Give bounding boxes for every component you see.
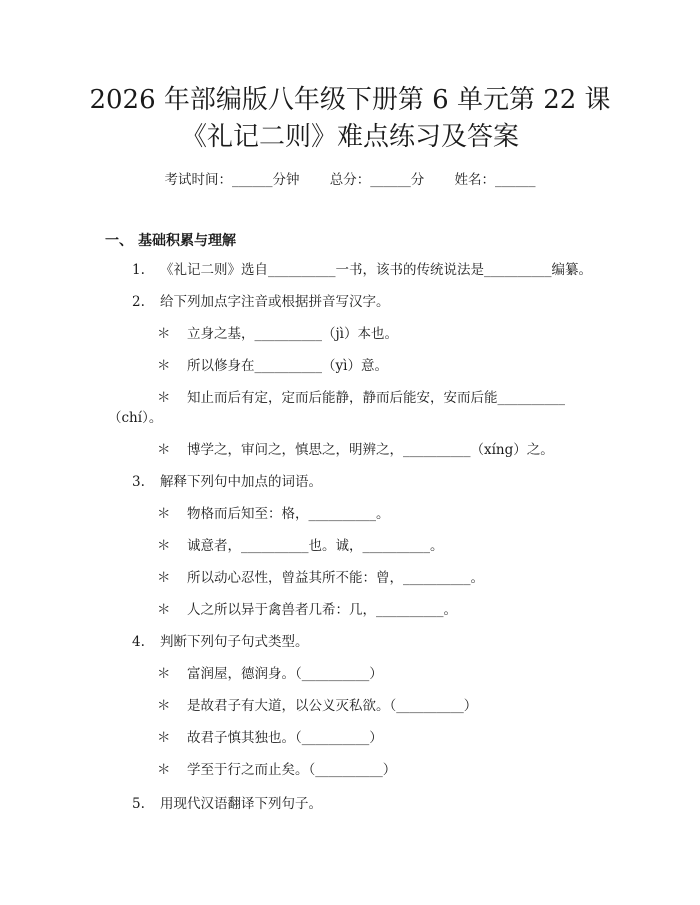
question-2-item-3-continued: （chí）。: [108, 410, 163, 426]
question-2-item-2: 所以修身在__________（yì）意。: [187, 358, 388, 374]
bullet-mark: ＊: [157, 602, 171, 618]
question-2-item-1: 立身之基，__________（jì）本也。: [187, 326, 399, 342]
document-title-line-2: 《礼记二则》难点练习及答案: [180, 122, 519, 152]
question-3-item-2: 诚意者，__________也。诚，__________。: [187, 538, 444, 554]
bullet-mark: ＊: [157, 358, 171, 374]
bullet-mark: ＊: [157, 570, 171, 586]
bullet-mark: ＊: [157, 390, 171, 406]
question-4-item-4: 学至于行之而止矣。（__________）: [187, 762, 397, 778]
section-heading: [105, 230, 236, 250]
bullet-mark: ＊: [157, 506, 171, 522]
question-2-text: 给下列加点字注音或根据拼音写汉字。: [160, 294, 390, 310]
question-number: 3.: [132, 474, 145, 490]
question-number: 4.: [132, 634, 145, 650]
question-3-item-3: 所以动心忍性，曾益其所不能：曾，__________。: [187, 570, 484, 586]
question-5-text: 用现代汉语翻译下列句子。: [160, 796, 322, 812]
bullet-mark: ＊: [157, 442, 171, 458]
bullet-mark: ＊: [157, 730, 171, 746]
student-name-field: 姓名：______: [454, 172, 536, 188]
question-3-item-1: 物格而后知至：格，__________。: [187, 506, 390, 522]
question-3-text: 解释下列句中加点的词语。: [160, 474, 322, 490]
question-3-item-4: 人之所以异于禽兽者几希：几，__________。: [187, 602, 457, 618]
bullet-mark: ＊: [157, 698, 171, 714]
question-4-text: 判断下列句子句式类型。: [160, 634, 309, 650]
question-number: 1.: [132, 262, 145, 278]
total-score-field: 总分：______分: [329, 172, 425, 188]
section-title: 基础积累与理解: [138, 233, 236, 249]
question-4-item-1: 富润屋，德润身。（__________）: [187, 666, 383, 682]
question-1-text: 《礼记二则》选自__________一书，该书的传统说法是__________编纂。: [160, 262, 592, 278]
question-number: 2.: [132, 294, 145, 310]
section-number: 一、: [105, 233, 133, 249]
question-4-item-2: 是故君子有大道，以公义灭私欲。（__________）: [187, 698, 478, 714]
question-4-item-3: 故君子慎其独也。（__________）: [187, 730, 383, 746]
question-2-item-3: 知止而后有定，定而后能静，静而后能安，安而后能__________: [187, 390, 565, 406]
bullet-mark: ＊: [157, 538, 171, 554]
exam-meta-row: [0, 168, 700, 188]
exam-time-field: 考试时间：______分钟: [164, 172, 300, 188]
bullet-mark: ＊: [157, 326, 171, 342]
question-number: 5.: [132, 796, 145, 812]
document-title-line-1: 2026 年部编版八年级下册第 6 单元第 22 课: [89, 85, 611, 115]
bullet-mark: ＊: [157, 762, 171, 778]
bullet-mark: ＊: [157, 666, 171, 682]
question-2-item-4: 博学之，审问之，慎思之，明辨之，__________（xíng）之。: [187, 442, 554, 458]
